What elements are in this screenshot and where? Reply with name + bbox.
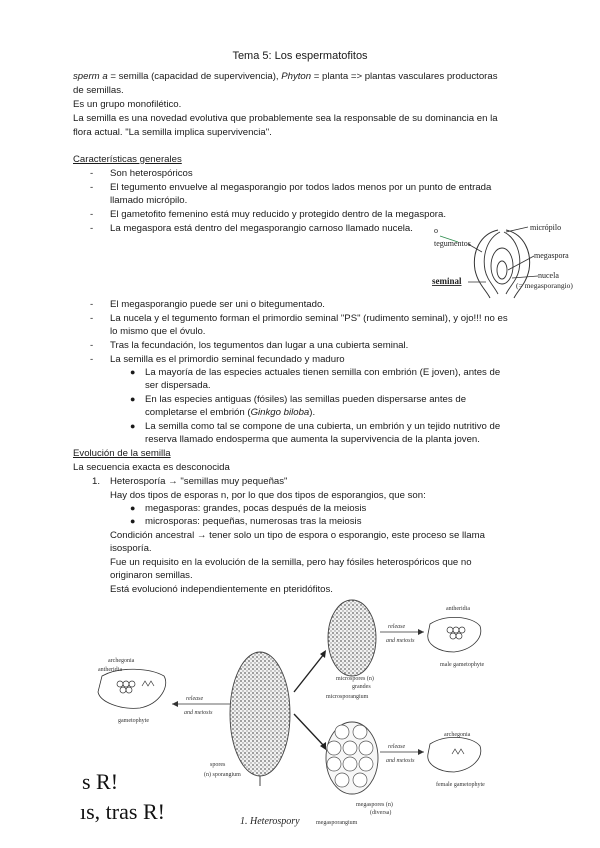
bullet-dash: - — [90, 313, 94, 324]
heterosporia-p2-line-2: isosporía. — [110, 543, 152, 554]
heterospory-figure — [80, 596, 520, 828]
label-gametophyte-left: gametophyte — [118, 718, 149, 724]
label-archegonia-right: archegonia — [444, 732, 471, 738]
sub-bullet-dot: ● — [130, 516, 136, 526]
label-megasporangium: megasporangium — [316, 820, 358, 826]
label-tegumentos: tegumentos — [434, 239, 471, 248]
sub-bullet-1-line-1: La mayoría de las especies actuales tienen semilla con embrión (E joven), antes de — [145, 367, 501, 378]
label-male-gametophyte: male gametophyte — [440, 662, 485, 668]
bullet-8: La semilla es el primordio seminal fecundado y maduro — [110, 354, 345, 365]
intro-line-3: Es un grupo monofilético. — [73, 99, 182, 110]
sub-bullet-2-text: ). — [309, 407, 316, 418]
megasporas-item: megasporas: grandes, pocas después de la meiosis — [145, 503, 367, 514]
label-spores: spores — [210, 762, 226, 768]
antheridia-cluster-left — [117, 681, 135, 693]
heterosporia-p3-line-2: originaron semillas. — [110, 570, 193, 581]
number-1: 1. — [92, 476, 101, 487]
label-female-gametophyte: female gametophyte — [436, 782, 485, 788]
label-seminal: seminal — [432, 276, 462, 286]
evolucion-sequence: La secuencia exacta es desconocida — [73, 462, 230, 473]
label-release-left: release — [186, 696, 204, 702]
intro-line-2: de semillas. — [73, 85, 124, 96]
bullet-dash: - — [90, 354, 94, 365]
section-heading-caracteristicas: Características generales — [73, 154, 182, 165]
sub-bullet-2-text: completarse el embrión ( — [145, 407, 251, 418]
heterosporia-p2-line-1: Condición ancestral → tener solo un tipo de espora o esporangio, este proceso se llama — [110, 530, 485, 541]
label-release-upper: release — [388, 624, 406, 630]
big-text-line-1: s R! — [82, 769, 119, 794]
label-nucela: nucela — [538, 271, 559, 280]
bullet-6-line-1: La nucela y el tegumento forman el primordio seminal "PS" (rudimento seminal), y ojo!!! no es — [110, 313, 508, 324]
sub-bullet-2-line-1: En las especies antiguas (fósiles) las semillas pueden dispersarse antes de — [145, 394, 467, 405]
bullet-dash: - — [90, 168, 94, 179]
page-title: Tema 5: Los espermatofitos — [232, 50, 368, 62]
microsporas-item: microsporas: pequeñas, numerosas tras la meiosis — [145, 516, 362, 527]
label-release-lower: release — [388, 744, 406, 750]
label-megaspora: megaspora — [534, 251, 569, 260]
label-diversa: (diversa) — [370, 810, 392, 816]
heterosporia-p3-line-1: Fue un requisito en la evolución de la semilla, pero hay fósiles heterospóricos que no — [110, 557, 472, 568]
intro-line-4: La semilla es una novedad evolutiva que probablemente sea la responsable de su dominancia en la — [73, 113, 498, 124]
label-antheridia-left: antheridia — [98, 667, 122, 673]
label-and-meiosis-lower: and meiosis — [386, 758, 415, 764]
label-archegonia-left: archegonia — [108, 658, 135, 664]
label-sporangium: (n) sporangium — [204, 772, 241, 778]
label-antheridia-right: antheridia — [446, 606, 470, 612]
sub-bullet-2-line-2 — [145, 406, 315, 419]
label-and-meiosis-left: and meiosis — [184, 710, 213, 716]
section-heading-evolucion: Evolución de la semilla — [73, 448, 171, 459]
antheridia-cluster-right — [447, 627, 465, 639]
label-megaspores: megaspores (n) — [356, 802, 393, 808]
sub-bullet-3-line-1: La semilla como tal se compone de una cubierta, un embrión y un tejido nutritivo de — [145, 421, 501, 432]
intro-text: = semilla (capacidad de supervivencia), — [107, 71, 282, 82]
term-phyton: Phyton — [281, 71, 312, 82]
bullet-dash: - — [90, 299, 94, 310]
sub-bullet-dot: ● — [130, 367, 136, 377]
label-microsporangium: microsporangium — [326, 694, 369, 700]
sub-bullet-1-line-2: ser dispersada. — [145, 380, 211, 391]
label-megasporangio: (= megasporangio) — [516, 281, 573, 290]
bullet-4: La megaspora está dentro del megasporangio carnoso llamado nucela. — [110, 223, 413, 234]
label-microspores: microspores (n) — [336, 676, 374, 682]
bullet-dash: - — [90, 209, 94, 220]
bullet-1: Son heterospóricos — [110, 168, 193, 179]
sub-bullet-dot: ● — [130, 394, 136, 404]
bullet-7: Tras la fecundación, los tegumentos dan lugar a una cubierta seminal. — [110, 340, 409, 351]
intro-line-1 — [73, 70, 498, 83]
bullet-5: El megasporangio puede ser uni o bitegumentado. — [110, 299, 325, 310]
bullet-dash: - — [90, 223, 94, 234]
heterosporia-p4: Está evolucionó independientemente en pteridófitos. — [110, 584, 333, 595]
big-text-line-2: ıs, tras R! — [80, 799, 165, 824]
sub-bullet-3-line-2: reserva llamado endosperma que aumenta la supervivencia de la planta joven. — [145, 434, 480, 445]
bullet-6-line-2: lo mismo que el óvulo. — [110, 326, 206, 337]
label-grandes: grandes — [352, 684, 371, 690]
intro-text: = planta => plantas vasculares productoras — [311, 71, 498, 82]
bullet-dash: - — [90, 182, 94, 193]
bullet-2-line-2: llamado micrópilo. — [110, 195, 188, 206]
ovule-diagram — [420, 222, 573, 300]
heterosporia-p1: Hay dos tipos de esporas n, por lo que dos tipos de esporangios, que son: — [110, 490, 426, 501]
bullet-dash: - — [90, 340, 94, 351]
bullet-2-line-1: El tegumento envuelve al megasporangio por todos lados menos por un punto de entrada — [110, 182, 492, 193]
label-and-meiosis-upper: and meiosis — [386, 638, 415, 644]
term-ginkgo: Ginkgo biloba — [250, 407, 310, 418]
label-micropilo: micrópilo — [530, 223, 562, 232]
sub-bullet-dot: ● — [130, 421, 136, 431]
figure-caption: 1. Heterospory — [240, 816, 300, 827]
sub-bullet-dot: ● — [130, 503, 136, 513]
bullet-3: El gametofito femenino está muy reducido y protegido dentro de la megaspora. — [110, 209, 446, 220]
heterosporia-heading: Heterosporía → "semillas muy pequeñas" — [110, 476, 288, 487]
label-o: o — [434, 226, 438, 235]
intro-line-5: flora actual. "La semilla implica supervivencia". — [73, 127, 272, 138]
term-sperma: sperm a — [73, 71, 108, 82]
